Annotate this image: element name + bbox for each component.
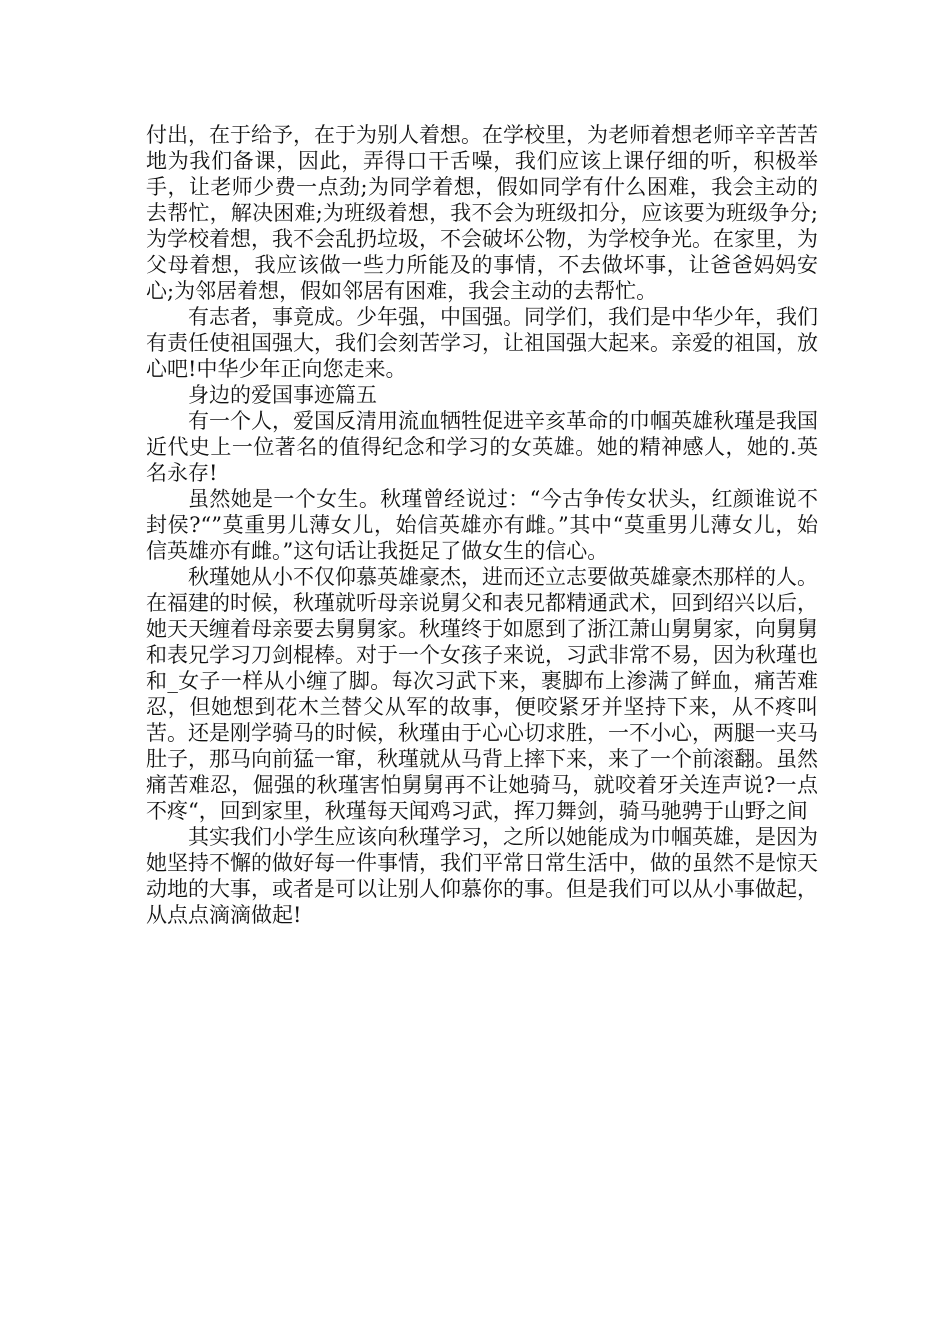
paragraph-6: 其实我们小学生应该向秋瑾学习，之所以她能成为巾帼英雄，是因为她坚持不懈的做好每一件事情，我们平常日常生活中，做的虽然不是惊天动地的大事，或者是可以让别人仰慕你的事。但是我们可以从小事做起，从点点滴滴做起! [146,825,818,927]
paragraph-2: 有志者，事竟成。少年强，中国强。同学们，我们是中华少年，我们有责任使祖国强大，我们会刻苦学习，让祖国强大起来。亲爱的祖国，放心吧!中华少年正向您走来。 [146,305,818,381]
section-heading: 身边的爱国事迹篇五 [188,383,377,407]
paragraph-1: 付出，在于给予，在于为别人着想。在学校里，为老师着想老师辛辛苦苦地为我们备课，因此，弄得口干舌噪，我们应该上课仔细的听，积极举手，让老师少费一点劲;为同学着想，假如同学有什么困难，我会主动的去帮忙，解决困难;为班级着想，我不会为班级扣分，应该要为班级争分;为学校着想，我不会乱扔垃圾，不会破坏公物，为学校争光。在家里，为父母着想，我应该做一些力所能及的事情，不去做坏事，让爸爸妈妈安心;为邻居着想，假如邻居有困难，我会主动的去帮忙。 [146,123,818,303]
paragraph-4: 虽然她是一个女生。秋瑾曾经说过：“今古争传女状头，红颜谁说不封侯?“”莫重男儿薄女儿，始信英雄亦有雌。”其中“莫重男儿薄女儿，始信英雄亦有雌。”这句话让我挺足了做女生的信心。 [146,487,818,563]
document-body [146,122,818,928]
paragraph-3: 有一个人，爱国反清用流血牺牲促进辛亥革命的巾帼英雄秋瑾是我国近代史上一位著名的值得纪念和学习的女英雄。她的精神感人，她的.英名永存! [146,409,818,485]
paragraph-5: 秋瑾她从小不仅仰慕英雄豪杰，进而还立志要做英雄豪杰那样的人。在福建的时候，秋瑾就听母亲说舅父和表兄都精通武术，回到绍兴以后，她天天缠着母亲要去舅舅家。秋瑾终于如愿到了浙江萧山舅舅家，向舅舅和表兄学习刀剑棍棒。对于一个女孩子来说，习武非常不易，因为秋瑾也和_女子一样从小缠了脚。每次习武下来，裹脚布上渗满了鲜血，痛苦难忍，但她想到花木兰替父从军的故事，便咬紧牙并坚持下来，从不疼叫苦。还是刚学骑马的时候，秋瑾由于心心切求胜，一不小心，两腿一夹马肚子，那马向前猛一窜，秋瑾就从马背上摔下来，来了一个前滚翻。虽然痛苦难忍，倔强的秋瑾害怕舅舅再不让她骑马，就咬着牙关连声说?一点不疼“，回到家里，秋瑾每天闻鸡习武，挥刀舞剑，骑马驰骋于山野之间 [146,565,818,823]
